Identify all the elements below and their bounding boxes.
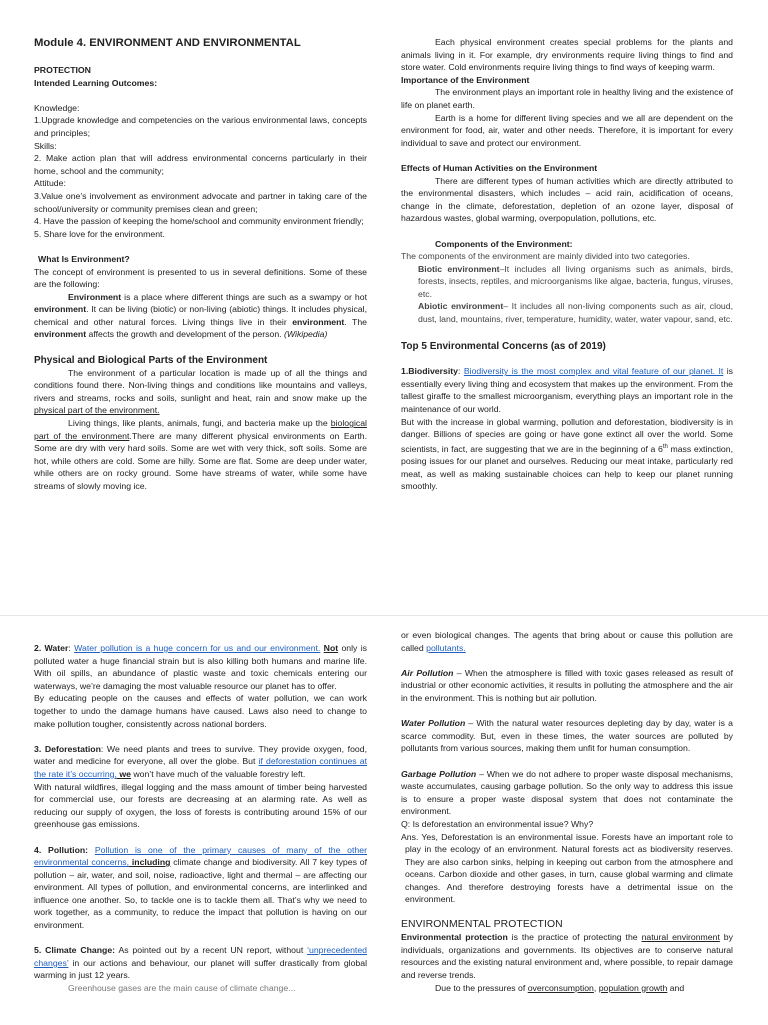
biotic-environment: Biotic environment–It includes all living organisms such as animals, birds, forests, insects, reptiles, and microorganisms like algae, bacteria, fungus, viruses, etc. xyxy=(418,263,733,299)
page2-left-column xyxy=(34,642,367,995)
population-growth-link[interactable]: population growth xyxy=(598,982,668,993)
overconsumption-link[interactable]: overconsumption xyxy=(527,982,594,993)
water-link[interactable]: Water pollution is a huge concern for us and our environment. xyxy=(74,643,321,653)
physical-paragraph-1: The environment of a particular location is made up of all the things and conditions found there. Non-living things and conditions like mountains and valleys, rivers and streams, rocks and soils, sunlight and heat, rain and snow make up the physical part of the environment. xyxy=(34,367,367,416)
abiotic-environment: Abiotic environment– It includes all non-living components such as air, cloud, dust, land, mountains, river, temperature, humidity, water, water vapour, sand, etc. xyxy=(418,301,733,325)
what-heading: What Is Environment? xyxy=(38,253,130,264)
page1-right-column xyxy=(401,36,733,493)
skills-label: Skills: xyxy=(34,140,57,151)
protection-paragraph-2: Due to the pressures of overconsumption, population growth and xyxy=(435,982,685,993)
water-pollution-paragraph: Water Pollution – With the natural water resources depleting day by day, water is a scarce commodity. But, even in these times, the water sources are polluted by pollutants from various sources, making them unfit for human consumption. xyxy=(401,718,733,754)
ilo-heading: Intended Learning Outcomes: xyxy=(34,77,158,88)
physical-heading: Physical and Biological Parts of the Environment xyxy=(34,354,268,366)
physical-paragraph-2: Living things, like plants, animals, fungi, and bacteria make up the biological part of the environment.There are many different physical environments on Earth. Some are dry with very hard soils. Some are wet with very thick, soft soils. Some are hot, while others are cold. Some are hilly. Some are flat. Some are deep under water, while others are on rocky ground. Some have streams of water, while some have streams of slowly moving ice. xyxy=(34,418,368,491)
pollutants-link[interactable]: pollutants. xyxy=(426,642,466,653)
protection-label: PROTECTION xyxy=(34,65,91,75)
pollution-link[interactable]: Pollution is one of the primary causes of many of the other environmental concerns, xyxy=(34,844,367,868)
biodiversity-link[interactable]: Biodiversity is the most complex and vital feature of our planet. It xyxy=(463,366,724,377)
document-page-2 xyxy=(0,615,768,1025)
answer: Ans. Yes, Deforestation is an environmental issue. Forests have an important role to play in the ecology of an environment. Natural forests act as biodiversity reserves. They are also carbon sinks, helping in keeping out carbon from the atmosphere and oceans. Carbon dioxide and other gases, in turn, cause global warming and climate changes. And therefore destroying forests have a detrimental issue on the environment. xyxy=(401,831,733,905)
pollution-continued: or even biological changes. The agents that bring about or cause this pollution are called pollutants. xyxy=(401,630,733,653)
page2-right-column xyxy=(401,629,733,994)
water-paragraph-2: By educating people on the causes and effects of water pollution, we can work together to undo the damage humans have caused. Laws also need to change to make pollution tougher, consistently across national borders. xyxy=(34,693,367,729)
importance-paragraph-1: The environment plays an important role in healthy living and the existence of life on planet earth. xyxy=(401,87,733,110)
attitude-item-3: 3.Value one’s involvement as environment advocate and partner in taking care of the school/university or community premises clean and green; xyxy=(34,190,367,214)
components-intro: The components of the environment are mainly divided into two categories. xyxy=(401,251,690,262)
physical-part-link[interactable]: physical part of the environment. xyxy=(34,405,160,416)
biodiversity-paragraph-1: 1.Biodiversity: Biodiversity is the most complex and vital feature of our planet. It is essentially every living thing and ecosystem that makes up the environment. From the tallest giraffe to the smallest microorganism, everything plays an important role in the maintenance of our world. xyxy=(401,366,734,415)
source-citation: (Wikipedia) xyxy=(284,329,328,340)
special-problems-paragraph: Each physical environment creates special problems for the plants and animals living in it. For example, dry environments require living things to find and store water. Cold environments require living things to find ways of keeping warm. xyxy=(401,37,733,73)
water-paragraph-1: 2. Water: Water pollution is a huge concern for us and our environment. Not only is polluted water a huge financial strain but is also killing both humans and marine life. With oil spills, an abundance of plastic waste and toxic chemicals entering our waterways, we’re damaging the most valuable resource our planet has to offer. xyxy=(34,643,367,691)
attitude-item-4: 4. Have the passion of keeping the home/school and community environment friendly; xyxy=(34,216,364,227)
biodiversity-paragraph-2: But with the increase in global warming, pollution and deforestation, biodiversity is in danger. Billions of species are going or have gone extinct all over the world. Some scientists, in fact, are suggesting that we are in the beginning of a 6th mass extinction, posing issues for our planet and ourselves. Reducing our meat intake, particularly red meat, as well as making sustainable choices can help to keep our planet running smoothly. xyxy=(401,416,733,492)
attitude-label: Attitude: xyxy=(34,178,66,189)
air-pollution-paragraph: Air Pollution – When the atmosphere is filled with toxic gases released as result of industrial or other economic activities, it results in polluting the atmosphere and the air in the environment. This is nothing but air pollution. xyxy=(401,667,734,703)
deforestation-link[interactable]: if deforestation continues at the rate it’s occurring, xyxy=(34,756,368,779)
knowledge-item-1: 1.Upgrade knowledge and competencies on the various environmental laws, concepts and principles; xyxy=(34,115,367,138)
protection-paragraph-1: Environmental protection is the practice of protecting the natural environment by individuals, organizations and governments. Its objectives are to conserve natural resources and the existing natural environment and, where possible, to repair damage and reverse trends. xyxy=(401,932,733,981)
knowledge-label: Knowledge: xyxy=(34,102,80,113)
page1-left-column xyxy=(34,36,367,493)
climate-link[interactable]: ‘unprecedented changes’ xyxy=(34,945,367,968)
protection-heading: ENVIRONMENTAL PROTECTION xyxy=(401,918,563,930)
deforestation-paragraph-2: With natural wildfires, illegal logging and the mass amount of timber being harvested for commercial use, our forests are decreasing at an alarming rate. As well as reducing our supply of oxygen, the loss of forests is contributing around 15% of our greenhouse gas emissions. xyxy=(34,781,367,830)
natural-environment-link[interactable]: natural environment xyxy=(641,932,720,943)
climate-change-paragraph: 5. Climate Change: As pointed out by a recent UN report, without ‘unprecedented changes’ in our actions and behaviour, our planet will suffer drastically from global warming in just 12 years. xyxy=(34,945,367,981)
effects-paragraph: There are different types of human activities which are directly attributed to the environmental disasters, which includes – acid rain, acidification of oceans, change in the climate, deforestation, depletion of an ozone layer, disposal of hazardous wastes, global warming, overpopulation, pollutions, etc. xyxy=(401,175,733,224)
environment-definition: Environment is a place where different things are such as a swampy or hot environment. It can be living (biotic) or non-living (abiotic) things. It includes physical, chemical and other natural forces. Living things live in their environment. The environment affects the growth and development of the person. (Wikipedia) xyxy=(34,291,367,340)
climate-change-cutoff: Greenhouse gases are the main cause of climate change... xyxy=(68,983,296,994)
deforestation-paragraph-1: 3. Deforestation: We need plants and trees to survive. They provide oxygen, food, water and medicine for everyone, all over the globe. But if deforestation continues at the rate it’s occurring, we won’t have much of the valuable forestry left. xyxy=(34,743,368,779)
biological-part-link[interactable]: biological part of the environment xyxy=(34,418,367,441)
attitude-item-5: 5. Share love for the environment. xyxy=(34,228,165,239)
question: Q: Is deforestation an environmental issue? Why? xyxy=(401,818,594,829)
importance-paragraph-2: Earth is a home for different living species and we all are dependent on the environment for food, air, water and other needs. Therefore, it is important for every individual to save and protect our environment. xyxy=(401,112,733,148)
garbage-pollution-paragraph: Garbage Pollution – When we do not adhere to proper waste disposal mechanisms, waste accumulates, causing garbage pollution. So the only way to address this issue is to ensure a proper waste disposal system that does not contaminate the environment. xyxy=(401,768,733,817)
what-intro: The concept of environment is presented to us in several definitions. Some of these are the following: xyxy=(34,266,367,290)
components-heading: Components of the Environment: xyxy=(435,238,573,249)
top5-heading: Top 5 Environmental Concerns (as of 2019) xyxy=(401,340,606,352)
effects-heading: Effects of Human Activities on the Environment xyxy=(401,162,598,173)
module-title: Module 4. ENVIRONMENT AND ENVIRONMENTAL xyxy=(34,37,301,49)
skills-item-2: 2. Make action plan that will address environmental concerns particularly in their home, school and the community; xyxy=(34,153,367,176)
pollution-paragraph: 4. Pollution: Pollution is one of the primary causes of many of the other environmental concerns, including climate change and biodiversity. All 7 key types of pollution – air, water, and soil, noise, radioactive, light and thermal – are affecting our environment. All types of pollution, and environmental concerns, are interlinked and influence one another. So, to tackle one is to tackle them all. That’s why we need to work together, as a community, to reduce the impact that pollution is having on our environment. xyxy=(34,844,367,931)
importance-heading: Importance of the Environment xyxy=(401,74,530,85)
